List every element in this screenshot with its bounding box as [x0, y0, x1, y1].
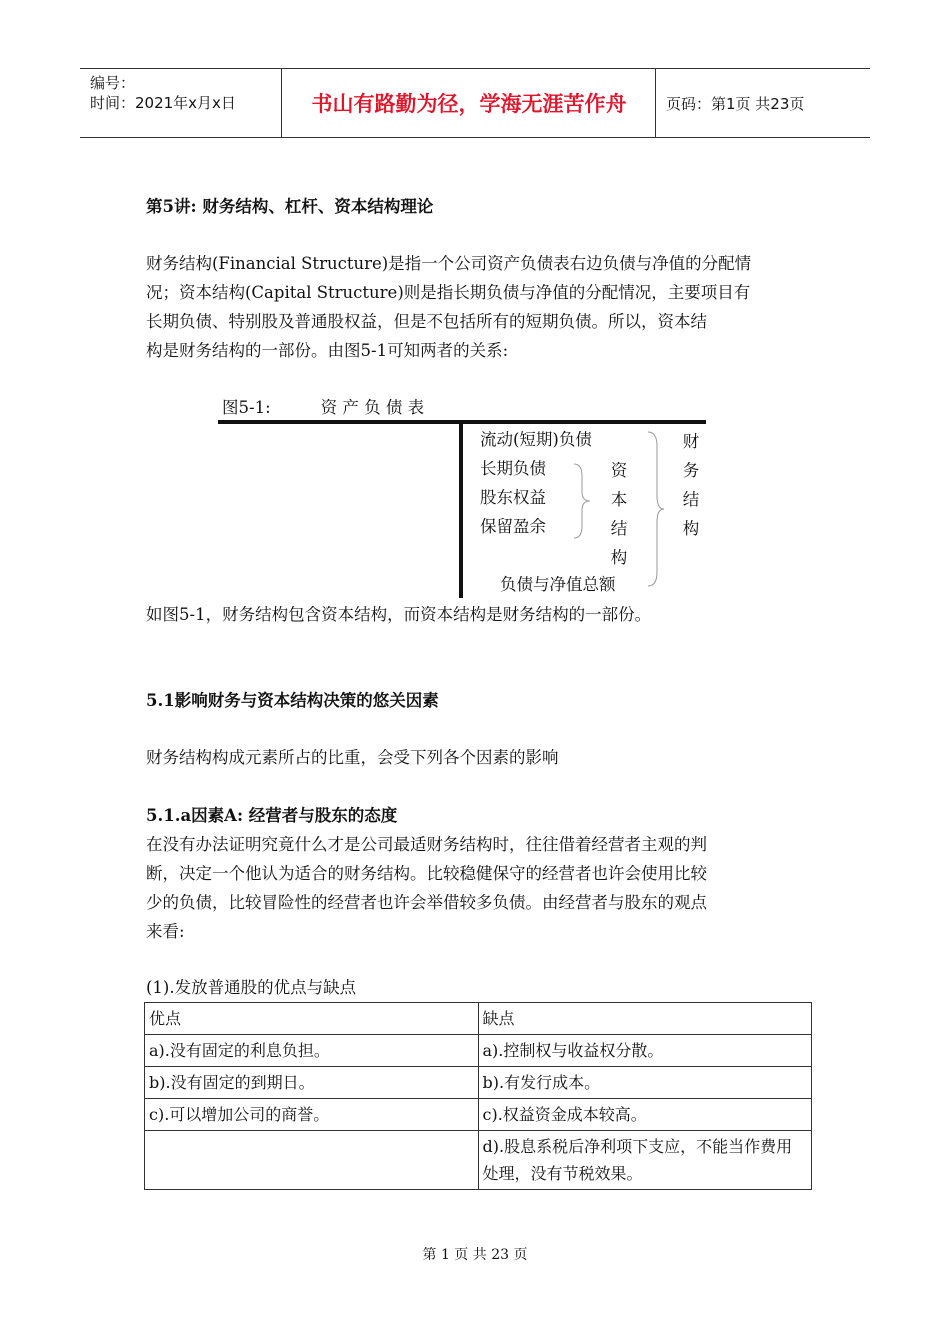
table-cell: d).股息系税后净利项下支应，不能当作费用处理，没有节税效果。 [478, 1131, 812, 1190]
table-cell [145, 1131, 479, 1190]
table-cell: c).可以增加公司的商誉。 [145, 1099, 479, 1131]
table-title: (1).发放普通股的优点与缺点 [146, 978, 357, 997]
item-equity: 股东权益 [480, 488, 546, 507]
t-account-stem [459, 420, 463, 598]
section-5-1-heading: 5.1影响财务与资本结构决策的悠关因素 [146, 691, 439, 710]
page-footer: 第 1 页 共 23 页 [422, 1247, 528, 1263]
header-page-info: 页码：第1页 共23页 [666, 94, 805, 113]
figure-label: 图5-1: [222, 398, 271, 417]
financial-structure-label: 财 务 结 构 [682, 432, 700, 538]
header-time: 时间：2021年x月x日 [90, 94, 236, 112]
table-cell: c).权益资金成本较高。 [478, 1099, 812, 1131]
table-cell: b).没有固定的到期日。 [145, 1067, 479, 1099]
item-long-term-debt: 长期负债 [480, 459, 546, 478]
intro-paragraph [146, 249, 816, 365]
table-cell: a).控制权与收益权分散。 [478, 1035, 812, 1067]
table-row [145, 1067, 812, 1099]
table-row [145, 1131, 812, 1190]
section-5-1-text: 财务结构构成元素所占的比重，会受下列各个因素的影响 [146, 748, 559, 767]
figure-caption: 如图5-1，财务结构包含资本结构，而资本结构是财务结构的一部份。 [146, 605, 652, 624]
intro-line: 长期负债、特别股及普通股权益，但是不包括所有的短期负债。所以，资本结 [146, 312, 707, 331]
item-total: 负债与净值总额 [500, 575, 616, 594]
lecture-title: 第5讲: 财务结构、杠杆、资本结构理论 [146, 197, 434, 216]
table-cell: b).有发行成本。 [478, 1067, 812, 1099]
item-current-liabilities: 流动(短期)负债 [480, 430, 592, 449]
header-motto: 书山有路勤为径，学海无涯苦作舟 [283, 69, 656, 137]
table-header-row [145, 1003, 812, 1035]
pros-cons-table [144, 1002, 812, 1190]
paragraph-line: 断，决定一个他认为适合的财务结构。比较稳健保守的经营者也许会使用比较 [146, 864, 707, 883]
table-row [145, 1035, 812, 1067]
figure-heading [222, 394, 424, 418]
header-cons: 缺点 [478, 1003, 812, 1035]
table-cell: a).没有固定的利息负担。 [145, 1035, 479, 1067]
header-meta [80, 69, 282, 137]
section-5-1a-heading: 5.1.a因素A: 经营者与股东的态度 [146, 806, 398, 825]
paragraph-line: 少的负债，比较冒险性的经营者也许会举借较多负债。由经营者与股东的观点 [146, 893, 707, 912]
section-5-1a-paragraph [146, 830, 816, 946]
intro-line: 财务结构(Financial Structure)是指一个公司资产负债表右边负债与净值的分配情 [146, 254, 752, 273]
header-number: 编号： [90, 74, 136, 92]
table-row [145, 1099, 812, 1131]
intro-line: 构是财务结构的一部份。由图5-1可知两者的关系: [146, 341, 509, 360]
figure-title: 资 产 负 债 表 [320, 398, 425, 417]
page-header [80, 68, 870, 138]
paragraph-line: 来看: [146, 922, 185, 941]
capital-brace-icon [572, 462, 592, 540]
paragraph-line: 在没有办法证明究竟什么才是公司最适财务结构时，往往借着经营者主观的判 [146, 835, 707, 854]
item-retained-earnings: 保留盈余 [480, 517, 546, 536]
capital-structure-label: 资 本 结 构 [610, 461, 628, 567]
header-pros: 优点 [145, 1003, 479, 1035]
intro-line: 况；资本结构(Capital Structure)则是指长期负债与净值的分配情况，主要项目有 [146, 283, 751, 302]
financial-brace-icon [646, 430, 666, 590]
